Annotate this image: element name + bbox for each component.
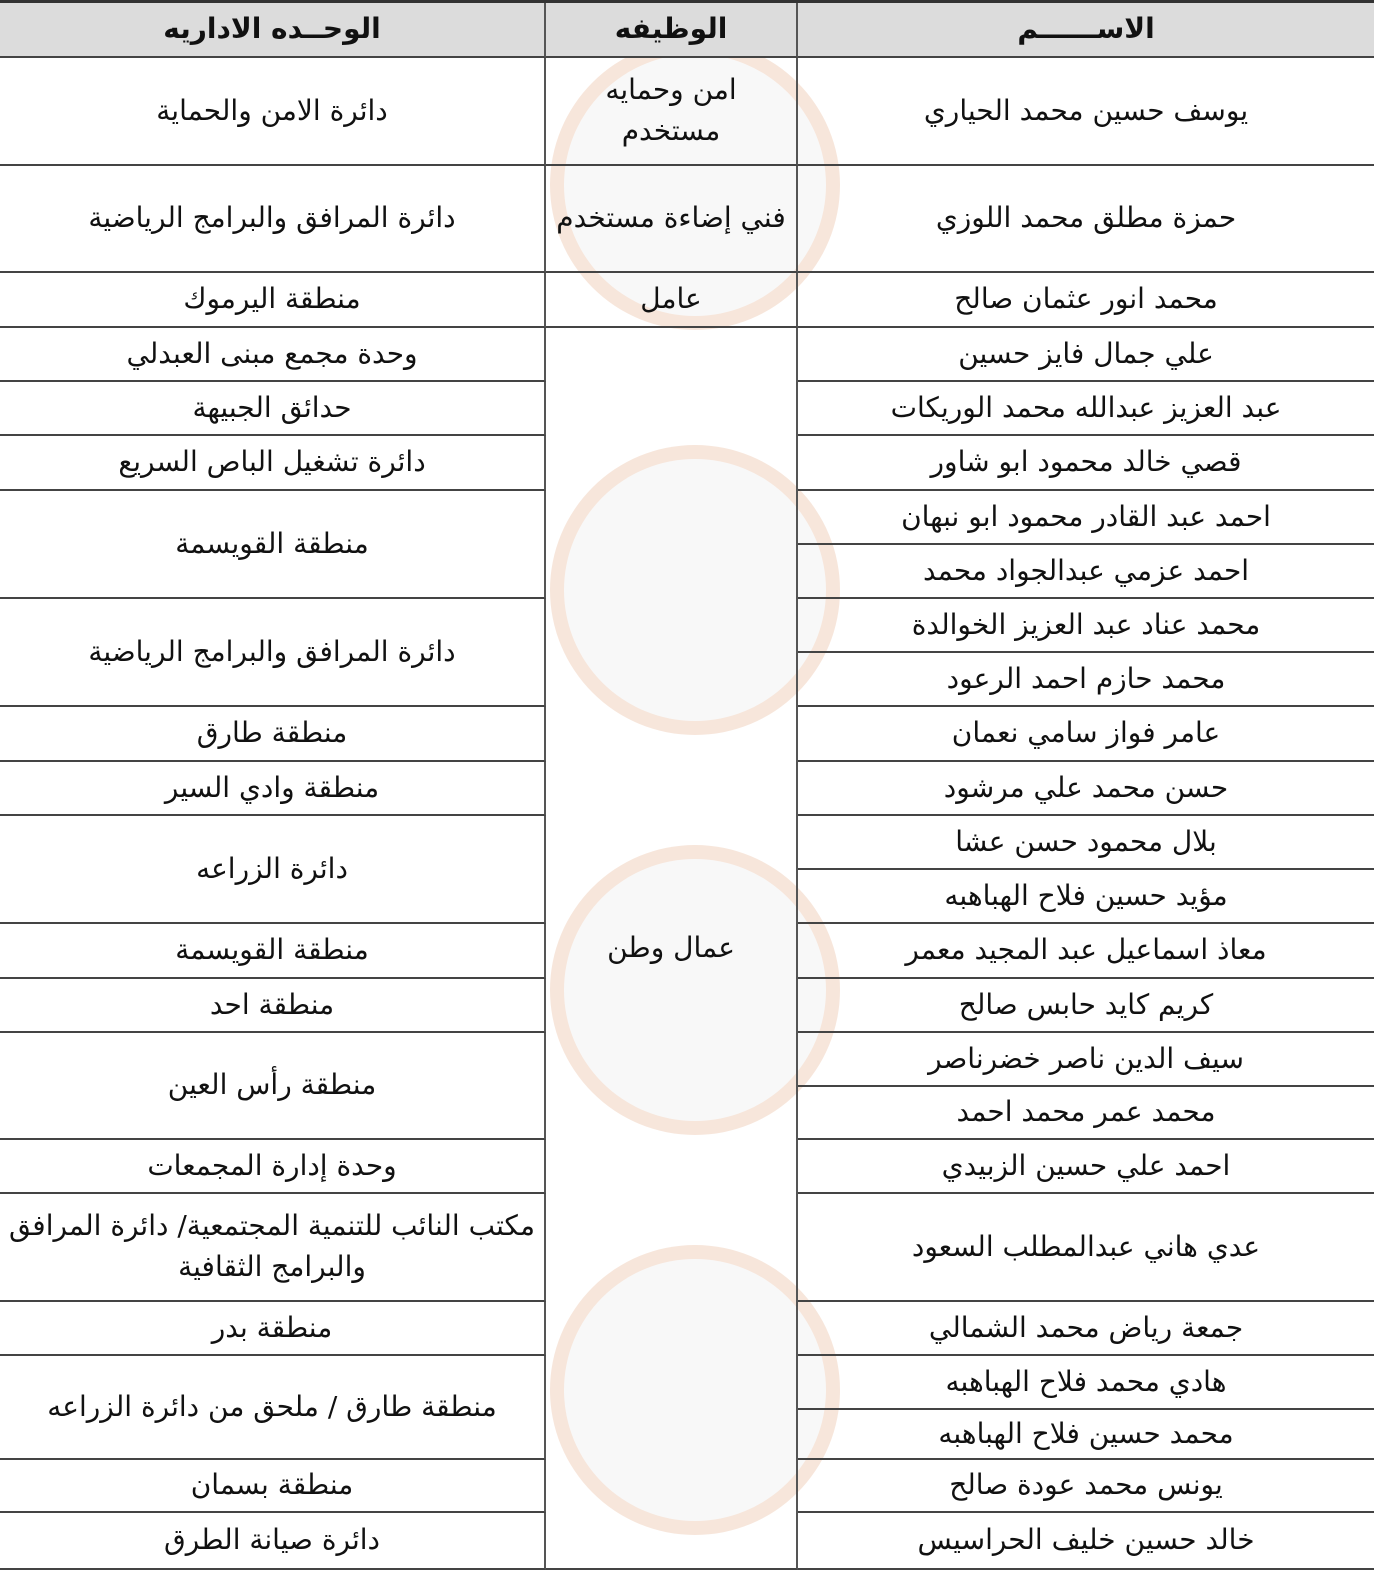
unit-cell: دائرة الامن والحماية — [0, 58, 546, 166]
unit-cell: منطقة القويسمة — [0, 924, 546, 979]
name-cell: يوسف حسين محمد الحياري — [798, 58, 1374, 166]
name-cell: علي جمال فايز حسين — [798, 328, 1374, 382]
job-cell: امن وحمايه مستخدم — [546, 58, 798, 166]
header-unit: الوحــده الاداريه — [0, 3, 546, 58]
unit-cell: حدائق الجبيهة — [0, 382, 546, 436]
unit-cell: منطقة احد — [0, 979, 546, 1033]
name-cell: خالد حسين خليف الحراسيس — [798, 1513, 1374, 1570]
name-cell: عبد العزيز عبدالله محمد الوريكات — [798, 382, 1374, 436]
unit-cell: دائرة تشغيل الباص السريع — [0, 436, 546, 491]
header-name: الاســــــم — [798, 3, 1374, 58]
unit-cell: منطقة وادي السير — [0, 762, 546, 816]
name-cell: محمد عناد عبد العزيز الخوالدة — [798, 599, 1374, 653]
name-cell: محمد حسين فلاح الهباهبه — [798, 1410, 1374, 1460]
name-cell: معاذ اسماعيل عبد المجيد معمر — [798, 924, 1374, 979]
name-cell: يونس محمد عودة صالح — [798, 1460, 1374, 1513]
job-cell: عامل — [546, 273, 798, 328]
unit-cell: دائرة صيانة الطرق — [0, 1513, 546, 1570]
unit-cell: منطقة طارق — [0, 707, 546, 762]
name-cell: بلال محمود حسن عشا — [798, 816, 1374, 870]
unit-cell: مكتب النائب للتنمية المجتمعية/ دائرة المرافق والبرامج الثقافية — [0, 1194, 546, 1302]
name-cell: عامر فواز سامي نعمان — [798, 707, 1374, 762]
name-cell: هادي محمد فلاح الهباهبه — [798, 1356, 1374, 1410]
job-cell: فني إضاءة مستخدم — [546, 166, 798, 273]
unit-cell: منطقة بسمان — [0, 1460, 546, 1513]
name-cell: احمد عبد القادر محمود ابو نبهان — [798, 491, 1374, 545]
unit-cell: وحدة إدارة المجمعات — [0, 1140, 546, 1194]
unit-cell: منطقة طارق / ملحق من دائرة الزراعه — [0, 1356, 546, 1460]
name-cell: قصي خالد محمود ابو شاور — [798, 436, 1374, 491]
name-cell: سيف الدين ناصر خضرناصر — [798, 1033, 1374, 1087]
name-cell: محمد عمر محمد احمد — [798, 1087, 1374, 1140]
unit-cell: دائرة الزراعه — [0, 816, 546, 924]
name-cell: حسن محمد علي مرشود — [798, 762, 1374, 816]
unit-cell: دائرة المرافق والبرامج الرياضية — [0, 166, 546, 273]
name-cell: كريم كايد حابس صالح — [798, 979, 1374, 1033]
name-cell: جمعة رياض محمد الشمالي — [798, 1302, 1374, 1356]
unit-cell: منطقة رأس العين — [0, 1033, 546, 1140]
name-cell: احمد عزمي عبدالجواد محمد — [798, 545, 1374, 599]
unit-cell: وحدة مجمع مبنى العبدلي — [0, 328, 546, 382]
unit-cell: منطقة بدر — [0, 1302, 546, 1356]
unit-cell: منطقة اليرموك — [0, 273, 546, 328]
name-cell: احمد علي حسين الزبيدي — [798, 1140, 1374, 1194]
header-job: الوظيفه — [546, 3, 798, 58]
name-cell: حمزة مطلق محمد اللوزي — [798, 166, 1374, 273]
job-cell: عمال وطن — [546, 328, 798, 1570]
unit-cell: منطقة القويسمة — [0, 491, 546, 599]
name-cell: محمد حازم احمد الرعود — [798, 653, 1374, 707]
name-cell: محمد انور عثمان صالح — [798, 273, 1374, 328]
name-cell: عدي هاني عبدالمطلب السعود — [798, 1194, 1374, 1302]
unit-cell: دائرة المرافق والبرامج الرياضية — [0, 599, 546, 707]
name-cell: مؤيد حسين فلاح الهباهبه — [798, 870, 1374, 924]
